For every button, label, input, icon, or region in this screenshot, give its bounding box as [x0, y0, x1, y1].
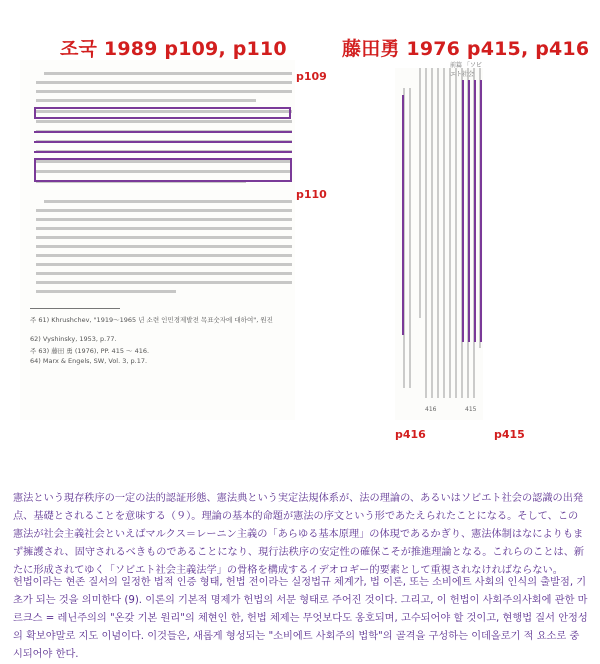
right-highlight-line-3 — [468, 80, 470, 342]
footnote-62: 62) Vyshinsky, 1953, p.77. — [30, 335, 117, 343]
japanese-transcription: 憲法という現存秩序の一定の法的認証形態、憲法典という実定法規体系が、法の理論の、あるいはソビエト社会の認識の出発点、基礎とされることを意味する（９）。理論の基本的命題が憲法の序文という形であたえられたことになる。そして、この憲法が社会主義社会といえばマルクス＝レーニン主義の「あらゆる基本原理」の体現であるかぎり、憲法体制はなによりもまず擁護され、固守されるべきものであることになり、現行法秩序の安定性の確保こそが推進理論となる。これらのことは、新たに形成されてゆく「ソビエト社会主義法学」の骨格を構成するイデオロギー的要素として重視されなければならない。 — [13, 493, 585, 576]
footnote-61: 주 61) Khrushchev, "1919～1965 년 소련 인민경제발전 목표숫자에 대하여", 원진 — [30, 316, 273, 324]
label-p416: p416 — [395, 428, 426, 441]
footnote-63: 주 63) 藤田 勇 (1976), PP. 415 ～ 416. — [30, 347, 150, 355]
right-highlight-line-2 — [462, 80, 464, 342]
header-right-citation: 藤田勇 1976 p415, p416 — [342, 38, 590, 60]
highlight-underline-3 — [34, 151, 292, 153]
header-left-citation: 조국 1989 p109, p110 — [60, 38, 287, 60]
right-page-header: 前篇 「ソビエト社会 — [450, 62, 482, 78]
label-p110: p110 — [296, 188, 327, 201]
right-highlight-line-1 — [402, 95, 404, 335]
highlight-underline-1 — [34, 131, 292, 133]
right-highlight-line-5 — [480, 80, 482, 342]
right-highlight-line-4 — [474, 80, 476, 342]
korean-translation: 헌법이라는 현존 질서의 일정한 법적 인증 형태, 헌법 전이라는 실정법규 체계가, 법 이론, 또는 소비에트 사회의 인식의 출발점, 기초가 되는 것을 의미한다 (9). 이론의 기본적 명제가 헌법의 서문 형태로 주어진 것이다. 그리고, 이 헌법이 사회주의사회에 관한 마르크스 = 레닌주의의 "온갖 기본 원리"의 체현인 한, 헌법 체제는 무엇보다도 옹호되며, 고수되어야 할 것이고, 현행법 질서 안정성의 확보야말로 지도 이념이다. 이것들은, 새롭게 형성되는 "소비에트 사회주의 법학"의 골격을 구성하는 이데올로기 적 요소로 중시되어야 한다. — [13, 577, 588, 660]
highlight-underline-2 — [34, 141, 292, 143]
right-page-number-416: 416 — [425, 406, 437, 413]
label-p109: p109 — [296, 70, 327, 83]
footnote-64: 64) Marx & Engels, SW, Vol. 3, p.17. — [30, 357, 148, 365]
highlight-box-1 — [34, 107, 291, 119]
label-p415: p415 — [494, 428, 525, 441]
right-page-number-415: 415 — [465, 406, 477, 413]
highlight-box-2 — [34, 158, 292, 182]
